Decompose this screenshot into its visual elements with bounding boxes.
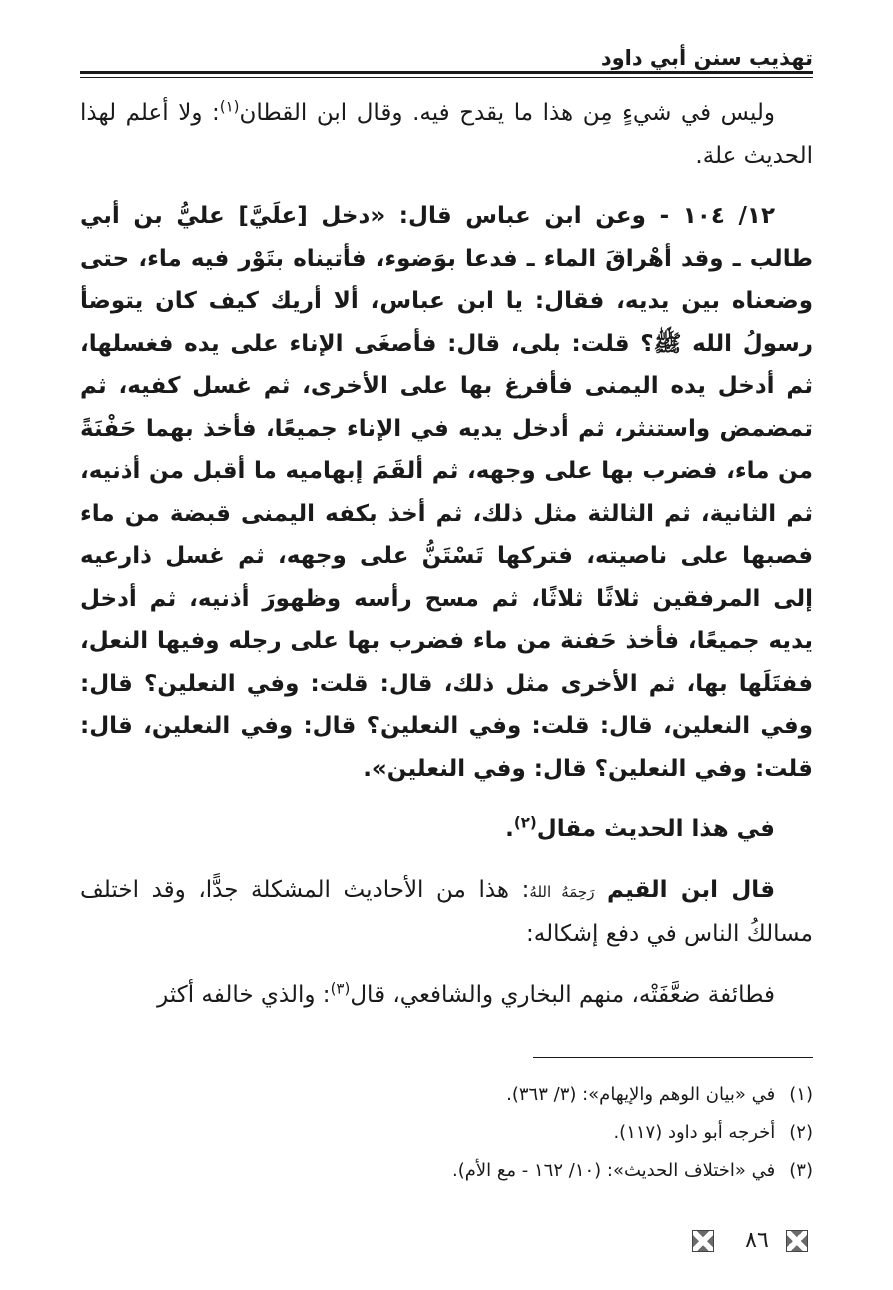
paragraph-3-tail: .	[505, 816, 514, 842]
hadith-paragraph	[80, 195, 813, 790]
footnote-separator	[533, 1057, 813, 1058]
header-rule-thin	[80, 77, 813, 78]
footnote-text: أخرجه أبو داود (١١٧).	[613, 1122, 776, 1143]
footnotes	[80, 1076, 813, 1190]
paragraph-gap	[80, 790, 813, 808]
footnote-text: في «اختلاف الحديث»: (١٠/ ١٦٢ - مع الأم).	[451, 1160, 776, 1181]
arabesque-ornament-icon	[692, 1230, 714, 1252]
paragraph-3-text: في هذا الحديث مقال	[536, 816, 775, 842]
paragraph-1-text-a: وليس في شيءٍ مِن هذا ما يقدح فيه. وقال ابن القطان	[239, 100, 776, 126]
hadith-text: - وعن ابن عباس قال: «دخل [علَيَّ] عليُّ بن أبي طالب ـ وقد أهْراقَ الماء ـ فدعا بوَضوء، فأتيناه بتَوْر فيه ماء، حتى وضعناه بين يديه، فقال: يا ابن عباس، ألا أريك كيف كان يتوضأ رسولُ الله ﷺ؟ قلت: بلى، قال: فأصغَى الإناء على يده فغسلها، ثم أدخل يده اليمنى فأفرغ بها على الأخرى، ثم غسل كفيه، ثم تمضمض واستنثر، ثم أدخل يديه في الإناء جميعًا، فأخذ بهما حَفْنَةً من ماء، فضرب بها على وجهه، ثم ألقَمَ إبهاميه ما أقبل من أذنيه، ثم الثانية، ثم الثالثة مثل ذلك، ثم أخذ بكفه اليمنى قبضة من ماء فصبها على ناصيته، فتركها تَسْتَنُّ على وجهه، ثم غسل ذارعيه إلى المرفقين ثلاثًا ثلاثًا، ثم مسح رأسه وظهورَ أذنيه، ثم أدخل يديه جميعًا، فأخذ حَفنة من ماء فضرب بها على رجله وفيها النعل، ففتَلَها بها، ثم الأخرى مثل ذلك، قال: قلت: وفي النعلين؟ قال: وفي النعلين، قال: قلت: وفي النعلين؟ قال: وفي النعلين، قال: قلت: وفي النعلين؟ قال: وفي النعلين».	[80, 203, 813, 782]
header-rule-thick	[80, 71, 813, 74]
footnote-ref-2[interactable]: (٢)	[513, 813, 537, 832]
book-title: تهذيب سنن أبي داود	[600, 46, 813, 70]
paragraph-gap	[80, 956, 813, 974]
footnote-mark: (١)	[789, 1084, 813, 1105]
footnote-text: في «بيان الوهم والإيهام»: (٣/ ٣٦٣).	[506, 1084, 776, 1105]
paragraph-5-text-b: : والذي خالفه أكثر	[157, 981, 331, 1008]
paragraph-4	[80, 869, 813, 956]
paragraph-1-text-b: : ولا أعلم لهذا الحديث علة.	[80, 100, 813, 169]
page-number: ٨٦	[745, 1228, 769, 1253]
footnote-2	[80, 1114, 813, 1152]
footnote-mark: (٣)	[789, 1160, 813, 1181]
main-text	[80, 92, 813, 1016]
paragraph-gap	[80, 851, 813, 869]
paragraph-5-text-a: فطائفة ضعَّفَتْه، منهم البخاري والشافعي، قال	[350, 981, 775, 1008]
speaker-name: قال ابن القيم	[607, 876, 775, 903]
paragraph-3	[80, 808, 813, 851]
paragraph-1	[80, 92, 813, 177]
footnote-1	[80, 1076, 813, 1114]
paragraph-4-text: : هذا من الأحاديث المشكلة جدًّا، وقد اختلف مسالكُ الناس في دفع إشكاله:	[80, 876, 813, 947]
footnote-3	[80, 1152, 813, 1190]
footnote-ref-3[interactable]: (٣)	[330, 978, 351, 997]
footnote-mark: (٢)	[789, 1122, 813, 1143]
page-footer	[690, 1224, 820, 1260]
running-header	[80, 42, 813, 80]
hadith-number: ١٢/ ١٠٤	[682, 203, 775, 229]
arabesque-ornament-icon	[786, 1230, 808, 1252]
paragraph-gap	[80, 177, 813, 195]
footnote-ref-1[interactable]: (١)	[219, 97, 240, 116]
paragraph-5	[80, 974, 813, 1017]
honorific-phrase: رَحِمَهُ اللهُ	[529, 882, 595, 901]
